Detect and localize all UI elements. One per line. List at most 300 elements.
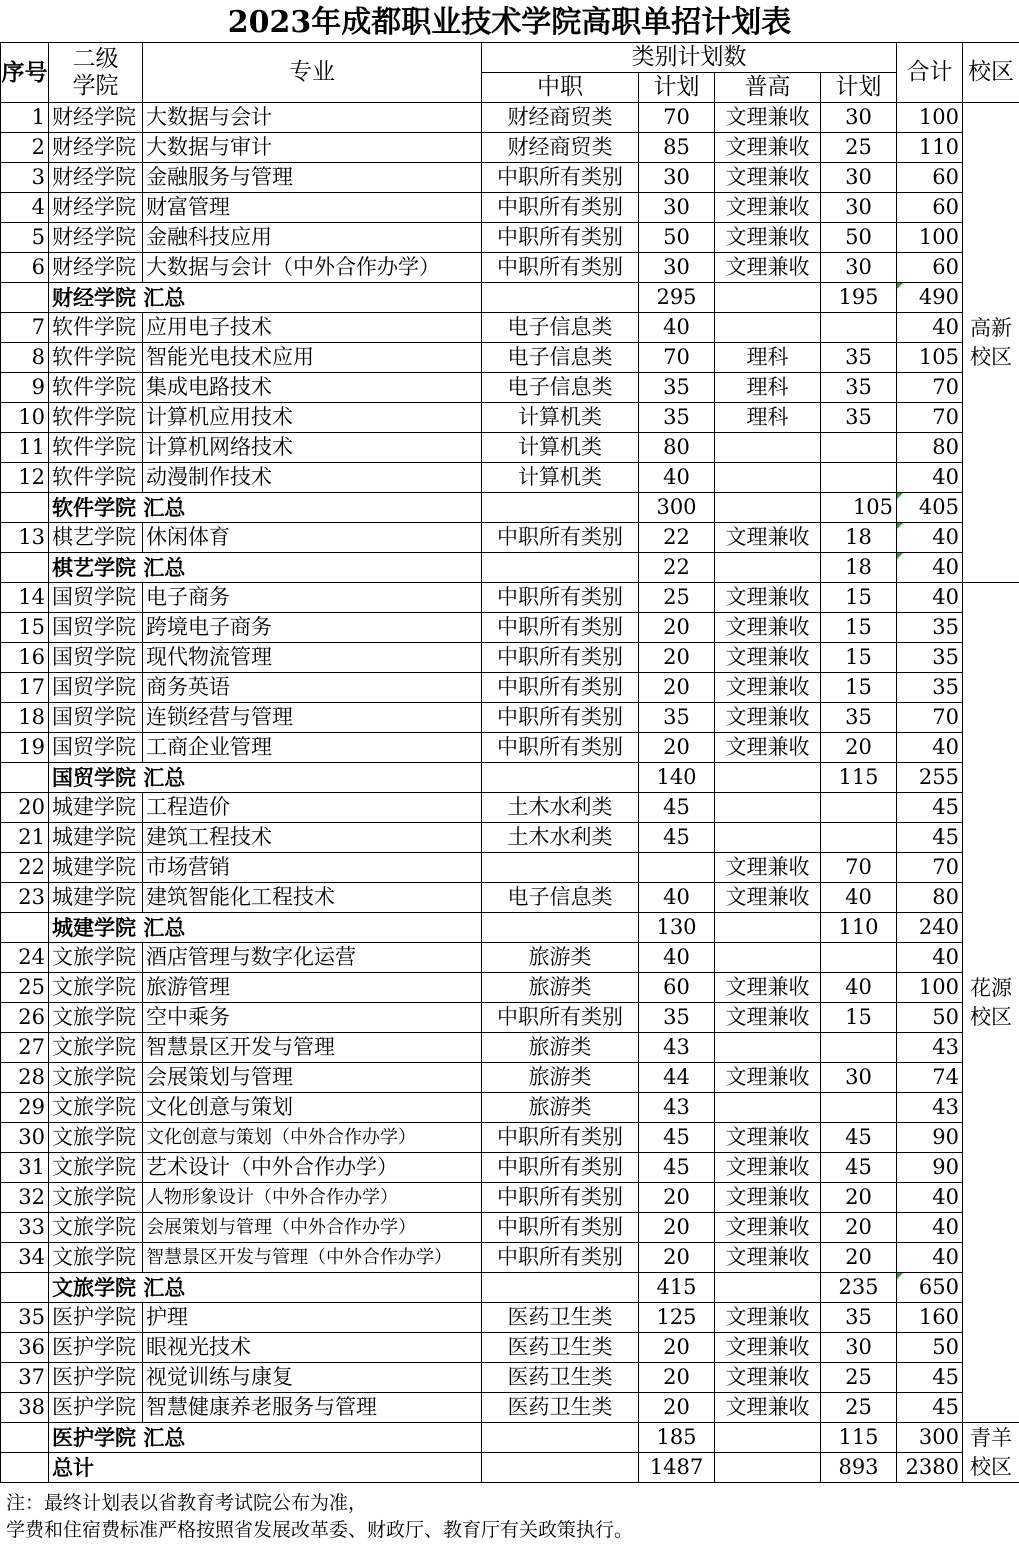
cell-college: 城建学院	[49, 853, 143, 883]
cell-college: 财经学院	[49, 133, 143, 163]
cell-major: 建筑工程技术	[143, 823, 482, 853]
cell-plan1: 60	[639, 973, 715, 1003]
cell-plan2: 25	[821, 1393, 897, 1423]
table-row	[1, 463, 1019, 493]
cell-plan2: 115	[821, 763, 897, 793]
cell-seq: 20	[1, 793, 49, 823]
cell-college: 国贸学院	[49, 703, 143, 733]
cell-zhongzhi-category: 中职所有类别	[482, 1243, 639, 1273]
cell-major: 眼视光技术	[143, 1333, 482, 1363]
cell-college: 软件学院	[49, 373, 143, 403]
cell-major: 旅游管理	[143, 973, 482, 1003]
cell-plan2: 18	[821, 553, 897, 583]
table-row	[1, 1363, 1019, 1393]
cell-zhongzhi-category: 中职所有类别	[482, 673, 639, 703]
cell-plan1: 30	[639, 163, 715, 193]
cell-total: 70	[897, 853, 963, 883]
cell-college: 财经学院	[49, 193, 143, 223]
cell-plan1: 125	[639, 1303, 715, 1333]
campus-name-line2: 校区	[970, 344, 1012, 369]
cell-seq: 24	[1, 943, 49, 973]
cell-plan2: 70	[821, 853, 897, 883]
cell-seq: 1	[1, 103, 49, 133]
cell-seq: 5	[1, 223, 49, 253]
table-row	[1, 1393, 1019, 1423]
cell-seq: 19	[1, 733, 49, 763]
cell-plan1: 30	[639, 193, 715, 223]
cell-putong-category: 文理兼收	[715, 1063, 821, 1093]
table-row	[1, 343, 1019, 373]
cell-major: 建筑智能化工程技术	[143, 883, 482, 913]
cell-total: 80	[897, 433, 963, 463]
cell-putong-category	[715, 1033, 821, 1063]
header-college-line2: 学院	[72, 72, 119, 99]
cell-major: 视觉训练与康复	[143, 1363, 482, 1393]
header-total: 合计	[897, 43, 963, 103]
cell-plan2	[821, 433, 897, 463]
cell-seq	[1, 553, 49, 583]
cell-plan1: 20	[639, 673, 715, 703]
campus-name-line1: 青羊	[970, 1425, 1012, 1450]
cell-total: 40	[897, 313, 963, 343]
cell-total: 2380	[897, 1453, 963, 1483]
cell-seq	[1, 493, 49, 523]
cell-plan1: 20	[639, 1333, 715, 1363]
cell-college: 医护学院	[49, 1393, 143, 1423]
cell-college: 医护学院	[49, 1363, 143, 1393]
cell-seq	[1, 1453, 49, 1483]
table-row	[1, 943, 1019, 973]
table-row	[1, 1033, 1019, 1063]
table-row	[1, 253, 1019, 283]
cell-zhongzhi-category	[482, 553, 639, 583]
subtotal-row	[1, 283, 1019, 313]
cell-total: 490	[897, 283, 963, 313]
cell-plan2: 20	[821, 1213, 897, 1243]
cell-seq: 13	[1, 523, 49, 553]
header-seq: 序号	[1, 43, 49, 103]
cell-seq	[1, 1423, 49, 1453]
cell-total: 43	[897, 1033, 963, 1063]
cell-seq: 3	[1, 163, 49, 193]
header-putong: 普高	[715, 73, 821, 103]
cell-plan1	[639, 853, 715, 883]
cell-plan1: 40	[639, 943, 715, 973]
cell-college: 医护学院	[49, 1333, 143, 1363]
campus-name-line2: 校区	[970, 1454, 1012, 1479]
cell-plan2: 35	[821, 403, 897, 433]
cell-zhongzhi-category	[482, 1273, 639, 1303]
cell-zhongzhi-category	[482, 763, 639, 793]
cell-college: 财经学院	[49, 223, 143, 253]
campus-cell	[963, 103, 1019, 583]
cell-plan1: 44	[639, 1063, 715, 1093]
cell-plan1: 415	[639, 1273, 715, 1303]
cell-major: 工程造价	[143, 793, 482, 823]
cell-seq: 38	[1, 1393, 49, 1423]
cell-total: 300	[897, 1423, 963, 1453]
cell-zhongzhi-category: 电子信息类	[482, 883, 639, 913]
cell-major: 智慧景区开发与管理（中外合作办学）	[143, 1243, 482, 1273]
cell-putong-category: 文理兼收	[715, 1363, 821, 1393]
cell-total: 240	[897, 913, 963, 943]
cell-total: 45	[897, 823, 963, 853]
cell-zhongzhi-category: 中职所有类别	[482, 193, 639, 223]
table-row	[1, 1243, 1019, 1273]
cell-plan2: 15	[821, 583, 897, 613]
cell-zhongzhi-category: 中职所有类别	[482, 643, 639, 673]
cell-plan1: 35	[639, 1003, 715, 1033]
cell-total: 60	[897, 193, 963, 223]
cell-plan1: 40	[639, 463, 715, 493]
cell-major: 金融服务与管理	[143, 163, 482, 193]
cell-total: 40	[897, 523, 963, 553]
cell-zhongzhi-category	[482, 283, 639, 313]
cell-zhongzhi-category	[482, 493, 639, 523]
cell-putong-category: 文理兼收	[715, 133, 821, 163]
campus-cell	[963, 1423, 1019, 1483]
cell-plan1: 20	[639, 1363, 715, 1393]
cell-seq: 31	[1, 1153, 49, 1183]
cell-zhongzhi-category: 中职所有类别	[482, 523, 639, 553]
cell-seq: 9	[1, 373, 49, 403]
cell-zhongzhi-category: 土木水利类	[482, 823, 639, 853]
table-row	[1, 403, 1019, 433]
table-row	[1, 433, 1019, 463]
subtotal-label: 国贸学院 汇总	[49, 763, 482, 793]
table-row	[1, 103, 1019, 133]
cell-plan2: 25	[821, 133, 897, 163]
cell-putong-category: 文理兼收	[715, 163, 821, 193]
table-row	[1, 223, 1019, 253]
cell-major: 文化创意与策划	[143, 1093, 482, 1123]
table-row	[1, 883, 1019, 913]
cell-college: 国贸学院	[49, 583, 143, 613]
cell-putong-category: 文理兼收	[715, 703, 821, 733]
cell-total: 45	[897, 1363, 963, 1393]
cell-college: 软件学院	[49, 403, 143, 433]
table-body	[1, 103, 1019, 1483]
cell-putong-category: 文理兼收	[715, 193, 821, 223]
cell-major: 动漫制作技术	[143, 463, 482, 493]
cell-major: 金融科技应用	[143, 223, 482, 253]
cell-seq: 35	[1, 1303, 49, 1333]
cell-putong-category: 文理兼收	[715, 223, 821, 253]
cell-zhongzhi-category: 中职所有类别	[482, 1123, 639, 1153]
cell-putong-category: 文理兼收	[715, 583, 821, 613]
cell-major: 大数据与审计	[143, 133, 482, 163]
cell-zhongzhi-category	[482, 853, 639, 883]
cell-total: 74	[897, 1063, 963, 1093]
cell-zhongzhi-category: 旅游类	[482, 973, 639, 1003]
cell-major: 现代物流管理	[143, 643, 482, 673]
table-row	[1, 643, 1019, 673]
cell-total: 45	[897, 1393, 963, 1423]
subtotal-row	[1, 763, 1019, 793]
cell-plan2: 30	[821, 1333, 897, 1363]
cell-total: 100	[897, 103, 963, 133]
cell-seq: 17	[1, 673, 49, 703]
cell-college: 城建学院	[49, 823, 143, 853]
cell-putong-category	[715, 493, 821, 523]
cell-total: 40	[897, 1183, 963, 1213]
cell-college: 国贸学院	[49, 643, 143, 673]
cell-putong-category: 文理兼收	[715, 853, 821, 883]
cell-college: 棋艺学院	[49, 523, 143, 553]
table-row	[1, 1153, 1019, 1183]
cell-zhongzhi-category: 电子信息类	[482, 343, 639, 373]
cell-plan2: 30	[821, 253, 897, 283]
cell-total: 50	[897, 1003, 963, 1033]
cell-putong-category	[715, 793, 821, 823]
table-row	[1, 373, 1019, 403]
cell-plan2	[821, 823, 897, 853]
cell-major: 电子商务	[143, 583, 482, 613]
cell-seq: 2	[1, 133, 49, 163]
cell-plan1: 45	[639, 823, 715, 853]
cell-total: 45	[897, 793, 963, 823]
subtotal-label: 医护学院 汇总	[49, 1423, 482, 1453]
table-row	[1, 583, 1019, 613]
table-row	[1, 1003, 1019, 1033]
cell-major: 智慧景区开发与管理	[143, 1033, 482, 1063]
table-row	[1, 703, 1019, 733]
cell-plan1: 35	[639, 373, 715, 403]
cell-college: 文旅学院	[49, 1063, 143, 1093]
cell-plan2: 25	[821, 1363, 897, 1393]
cell-seq: 21	[1, 823, 49, 853]
table-row	[1, 1183, 1019, 1213]
cell-major: 会展策划与管理	[143, 1063, 482, 1093]
cell-plan1: 185	[639, 1423, 715, 1453]
cell-putong-category	[715, 1453, 821, 1483]
cell-major: 大数据与会计	[143, 103, 482, 133]
table-row	[1, 793, 1019, 823]
cell-major: 空中乘务	[143, 1003, 482, 1033]
cell-putong-category: 文理兼收	[715, 1243, 821, 1273]
cell-total: 40	[897, 943, 963, 973]
cell-zhongzhi-category: 旅游类	[482, 943, 639, 973]
table-row	[1, 613, 1019, 643]
cell-plan2: 30	[821, 1063, 897, 1093]
cell-college: 文旅学院	[49, 1093, 143, 1123]
cell-zhongzhi-category: 中职所有类别	[482, 1153, 639, 1183]
cell-putong-category: 文理兼收	[715, 643, 821, 673]
cell-college: 文旅学院	[49, 1033, 143, 1063]
cell-total: 40	[897, 553, 963, 583]
cell-total: 405	[897, 493, 963, 523]
cell-putong-category: 文理兼收	[715, 1393, 821, 1423]
cell-putong-category: 文理兼收	[715, 1303, 821, 1333]
cell-plan1: 22	[639, 553, 715, 583]
table-row	[1, 823, 1019, 853]
cell-putong-category: 文理兼收	[715, 613, 821, 643]
cell-plan1: 130	[639, 913, 715, 943]
cell-plan2	[821, 793, 897, 823]
cell-total: 35	[897, 643, 963, 673]
cell-plan1: 295	[639, 283, 715, 313]
subtotal-row	[1, 1273, 1019, 1303]
cell-plan2	[821, 463, 897, 493]
cell-putong-category	[715, 1423, 821, 1453]
campus-cell	[963, 583, 1019, 1423]
cell-putong-category	[715, 433, 821, 463]
header-plan1: 计划	[639, 73, 715, 103]
table-row	[1, 1063, 1019, 1093]
cell-major: 工商企业管理	[143, 733, 482, 763]
cell-zhongzhi-category: 旅游类	[482, 1033, 639, 1063]
cell-plan2: 35	[821, 1303, 897, 1333]
plan-table	[0, 42, 1019, 1483]
table-row	[1, 523, 1019, 553]
cell-zhongzhi-category: 中职所有类别	[482, 253, 639, 283]
subtotal-label: 文旅学院 汇总	[49, 1273, 482, 1303]
table-row	[1, 973, 1019, 1003]
cell-seq: 18	[1, 703, 49, 733]
cell-seq: 27	[1, 1033, 49, 1063]
cell-plan1: 20	[639, 613, 715, 643]
cell-seq: 14	[1, 583, 49, 613]
cell-college: 城建学院	[49, 883, 143, 913]
cell-plan2	[821, 1033, 897, 1063]
cell-seq: 7	[1, 313, 49, 343]
cell-zhongzhi-category: 医药卫生类	[482, 1363, 639, 1393]
cell-seq: 30	[1, 1123, 49, 1153]
cell-plan2	[821, 943, 897, 973]
cell-putong-category: 文理兼收	[715, 1183, 821, 1213]
cell-putong-category: 文理兼收	[715, 1333, 821, 1363]
cell-major: 智慧健康养老服务与管理	[143, 1393, 482, 1423]
cell-college: 城建学院	[49, 793, 143, 823]
table-header	[1, 43, 1019, 103]
cell-plan1: 20	[639, 1213, 715, 1243]
cell-putong-category	[715, 463, 821, 493]
cell-seq: 11	[1, 433, 49, 463]
cell-major: 商务英语	[143, 673, 482, 703]
cell-college: 文旅学院	[49, 1243, 143, 1273]
cell-total: 40	[897, 1213, 963, 1243]
cell-plan2: 35	[821, 373, 897, 403]
cell-total: 60	[897, 163, 963, 193]
cell-college: 国贸学院	[49, 673, 143, 703]
cell-plan1: 40	[639, 313, 715, 343]
cell-plan1: 45	[639, 793, 715, 823]
header-plan2: 计划	[821, 73, 897, 103]
cell-zhongzhi-category: 土木水利类	[482, 793, 639, 823]
table-row	[1, 733, 1019, 763]
cell-zhongzhi-category: 中职所有类别	[482, 163, 639, 193]
cell-college: 文旅学院	[49, 1183, 143, 1213]
cell-plan2: 105	[821, 493, 897, 523]
cell-plan2: 50	[821, 223, 897, 253]
cell-seq: 29	[1, 1093, 49, 1123]
subtotal-row	[1, 1423, 1019, 1453]
table-row	[1, 1303, 1019, 1333]
table-row	[1, 163, 1019, 193]
table-row	[1, 673, 1019, 703]
cell-putong-category: 理科	[715, 403, 821, 433]
cell-major: 酒店管理与数字化运营	[143, 943, 482, 973]
cell-plan2: 195	[821, 283, 897, 313]
cell-total: 100	[897, 223, 963, 253]
cell-plan1: 85	[639, 133, 715, 163]
subtotal-label: 软件学院 汇总	[49, 493, 482, 523]
cell-zhongzhi-category	[482, 1423, 639, 1453]
cell-plan1: 20	[639, 1393, 715, 1423]
cell-seq: 15	[1, 613, 49, 643]
cell-seq: 26	[1, 1003, 49, 1033]
cell-total: 70	[897, 373, 963, 403]
cell-putong-category: 文理兼收	[715, 253, 821, 283]
cell-zhongzhi-category: 中职所有类别	[482, 613, 639, 643]
cell-putong-category: 文理兼收	[715, 883, 821, 913]
subtotal-label: 财经学院 汇总	[49, 283, 482, 313]
cell-seq: 10	[1, 403, 49, 433]
table-row	[1, 1213, 1019, 1243]
cell-total: 35	[897, 613, 963, 643]
cell-plan1: 50	[639, 223, 715, 253]
cell-major: 计算机网络技术	[143, 433, 482, 463]
cell-seq: 23	[1, 883, 49, 913]
cell-zhongzhi-category: 中职所有类别	[482, 1213, 639, 1243]
cell-total: 43	[897, 1093, 963, 1123]
cell-putong-category	[715, 913, 821, 943]
cell-college: 文旅学院	[49, 943, 143, 973]
cell-putong-category	[715, 313, 821, 343]
cell-zhongzhi-category: 计算机类	[482, 403, 639, 433]
cell-putong-category	[715, 823, 821, 853]
cell-plan2: 30	[821, 193, 897, 223]
cell-seq: 12	[1, 463, 49, 493]
cell-major: 跨境电子商务	[143, 613, 482, 643]
cell-seq: 37	[1, 1363, 49, 1393]
table-row	[1, 853, 1019, 883]
note-line-1: 注：最终计划表以省教育考试院公布为准，	[6, 1492, 368, 1514]
cell-plan1: 70	[639, 103, 715, 133]
cell-putong-category	[715, 553, 821, 583]
cell-putong-category	[715, 283, 821, 313]
cell-plan1: 20	[639, 733, 715, 763]
cell-zhongzhi-category: 医药卫生类	[482, 1393, 639, 1423]
cell-plan2: 45	[821, 1123, 897, 1153]
cell-putong-category	[715, 1093, 821, 1123]
cell-plan2: 15	[821, 1003, 897, 1033]
cell-plan1: 20	[639, 1183, 715, 1213]
cell-total: 60	[897, 253, 963, 283]
cell-total: 160	[897, 1303, 963, 1333]
cell-seq	[1, 913, 49, 943]
cell-plan2: 15	[821, 613, 897, 643]
cell-major: 大数据与会计（中外合作办学）	[143, 253, 482, 283]
cell-putong-category: 文理兼收	[715, 1123, 821, 1153]
header-zhongzhi: 中职	[482, 73, 639, 103]
table-row	[1, 1123, 1019, 1153]
cell-plan2: 40	[821, 883, 897, 913]
cell-college: 软件学院	[49, 313, 143, 343]
cell-seq	[1, 763, 49, 793]
table-row	[1, 133, 1019, 163]
cell-plan2: 20	[821, 1183, 897, 1213]
cell-zhongzhi-category: 中职所有类别	[482, 223, 639, 253]
cell-major: 集成电路技术	[143, 373, 482, 403]
cell-plan2: 893	[821, 1453, 897, 1483]
cell-zhongzhi-category: 旅游类	[482, 1093, 639, 1123]
cell-college: 文旅学院	[49, 1153, 143, 1183]
cell-major: 休闲体育	[143, 523, 482, 553]
cell-plan2: 115	[821, 1423, 897, 1453]
cell-college: 文旅学院	[49, 1213, 143, 1243]
cell-putong-category: 文理兼收	[715, 1213, 821, 1243]
